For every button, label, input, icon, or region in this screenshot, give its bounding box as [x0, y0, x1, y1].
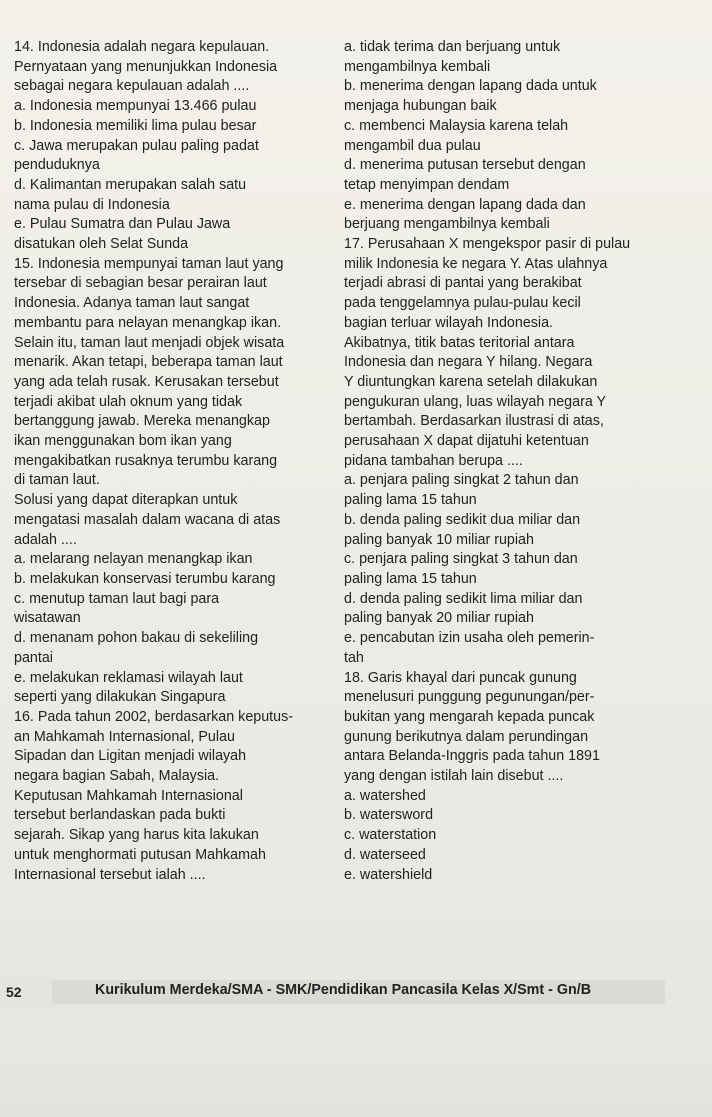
option-text: wisatawan [14, 610, 81, 627]
question-line-text: Selain itu, taman laut menjadi objek wisata [14, 334, 285, 351]
question-number: 18. [344, 669, 364, 686]
question-17-text [344, 235, 702, 471]
option-text: menutup taman laut bagi para [29, 590, 220, 607]
answer-option[interactable] [344, 550, 702, 589]
question-line [344, 688, 702, 708]
answer-option[interactable] [14, 590, 334, 629]
question-line [344, 353, 702, 373]
question-line-text: mengatasi masalah dalam wacana di atas [14, 511, 281, 528]
option-text: penduduknya [14, 157, 100, 174]
option-text: penjara paling singkat 2 tahun dan [359, 472, 579, 489]
page-shadow [0, 1057, 712, 1117]
answer-option[interactable] [344, 866, 702, 886]
question-line-text: tersebar di sebagian besar perairan laut [14, 275, 267, 292]
question-line [344, 432, 702, 452]
option-line [14, 609, 334, 629]
option-text: pantai [14, 649, 53, 666]
option-letter: d. [14, 176, 26, 193]
option-text: waterstation [359, 827, 437, 844]
footer-title: Kurikulum Merdeka/SMA - SMK/Pendidikan Pancasila Kelas X/Smt - Gn/B [95, 982, 592, 998]
option-text: membenci Malaysia karena telah [359, 117, 569, 134]
question-line-text: Indonesia adalah negara kepulauan. [37, 39, 270, 55]
option-line [14, 196, 334, 216]
question-line-text: tersebut berlandaskan pada bukti [14, 807, 226, 824]
option-text: penjara paling singkat 3 tahun dan [359, 551, 578, 568]
question-line [14, 747, 334, 767]
question-line [344, 235, 702, 255]
option-text: tetap menyimpan dendam [344, 176, 510, 193]
question-line-text: Solusi yang dapat diterapkan untuk [14, 492, 238, 509]
option-letter: e. [344, 196, 356, 213]
question-line-text: Indonesia dan negara Y hilang. Negara [344, 354, 593, 371]
option-line [344, 97, 702, 117]
question-line [344, 255, 702, 275]
option-text: disatukan oleh Selat Sunda [14, 236, 189, 253]
question-line [14, 432, 334, 452]
option-text: paling banyak 10 miliar rupiah [344, 531, 534, 548]
question-line [14, 353, 334, 373]
question-line-text: Indonesia mempunyai taman laut yang [37, 255, 284, 272]
question-15-text [14, 255, 334, 551]
option-line [344, 826, 702, 846]
question-line [14, 511, 334, 531]
page-footer [0, 968, 712, 1018]
question-line-text: menarik. Akan tetapi, beberapa taman laut [14, 354, 283, 371]
option-letter: e. [344, 866, 356, 883]
option-line [14, 235, 334, 255]
option-text: nama pulau di Indonesia [14, 196, 170, 213]
answer-option[interactable] [344, 117, 702, 156]
question-line [344, 274, 702, 294]
question-line-text: antara Belanda-Inggris pada tahun 1891 [344, 748, 600, 765]
question-15 [14, 255, 334, 708]
question-16-options [344, 38, 702, 235]
answer-option[interactable] [344, 846, 702, 866]
option-line [344, 806, 702, 826]
question-17 [344, 235, 702, 668]
option-line [14, 117, 334, 137]
question-line [14, 708, 334, 728]
question-line [14, 452, 334, 472]
option-text: paling lama 15 tahun [344, 570, 477, 587]
option-line [344, 531, 702, 551]
question-line-text: Akibatnya, titik batas teritorial antara [344, 334, 575, 351]
option-letter: b. [14, 117, 26, 134]
answer-option[interactable] [344, 806, 702, 826]
option-text: Indonesia memiliki lima pulau besar [29, 117, 257, 134]
option-line [14, 550, 334, 570]
option-line [344, 156, 702, 176]
question-line [344, 412, 702, 432]
question-line-text: perusahaan X dapat dijatuhi ketentuan [344, 433, 589, 450]
option-line [344, 471, 702, 491]
right-column [344, 38, 702, 885]
option-letter: d. [14, 630, 26, 647]
question-line [14, 314, 334, 334]
option-text: mengambilnya kembali [344, 58, 491, 75]
question-line [14, 866, 334, 886]
question-18 [344, 669, 702, 886]
question-line-text: mengakibatkan rusaknya terumbu karang [14, 452, 278, 469]
option-text: denda paling sedikit lima miliar dan [359, 590, 583, 607]
question-line-text: Garis khayal dari puncak gunung [367, 669, 577, 686]
option-line [344, 570, 702, 590]
question-line-text: milik Indonesia ke negara Y. Atas ulahnya [344, 255, 608, 272]
option-text: watershield [359, 866, 433, 883]
question-line [14, 58, 334, 78]
option-letter: d. [344, 157, 356, 174]
question-line [14, 373, 334, 393]
question-line [14, 531, 334, 551]
option-letter: e. [14, 216, 26, 233]
question-line [14, 767, 334, 787]
question-line-text: Perusahaan X mengekspor pasir di pulau [367, 236, 631, 253]
option-line [14, 590, 334, 610]
option-line [344, 649, 702, 669]
option-text: denda paling sedikit dua miliar dan [359, 511, 581, 528]
option-line [344, 550, 702, 570]
question-line [344, 314, 702, 334]
answer-option[interactable] [14, 570, 334, 590]
question-line-text: pidana tambahan berupa .... [344, 452, 523, 469]
question-line [14, 294, 334, 314]
option-line [344, 215, 702, 235]
question-number: 17. [344, 236, 364, 253]
question-line [344, 728, 702, 748]
option-letter: b. [344, 511, 356, 528]
answer-option[interactable] [344, 590, 702, 629]
question-line-text: Sipadan dan Ligitan menjadi wilayah [14, 748, 247, 765]
option-text: tah [344, 649, 364, 666]
option-text: Indonesia mempunyai 13.466 pulau [29, 98, 257, 115]
answer-options [344, 38, 702, 235]
option-text: mengambil dua pulau [344, 137, 481, 154]
option-letter: b. [344, 807, 356, 824]
option-text: menjaga hubungan baik [344, 98, 497, 115]
option-text: waterseed [359, 846, 426, 863]
answer-option[interactable] [14, 176, 334, 215]
option-letter: a. [344, 472, 356, 489]
option-letter: d. [344, 590, 356, 607]
option-letter: c. [14, 137, 26, 154]
option-line [344, 511, 702, 531]
option-text: melakukan reklamasi wilayah laut [29, 669, 243, 686]
answer-option[interactable] [344, 196, 702, 235]
question-line-text: bagian terluar wilayah Indonesia. [344, 314, 554, 331]
question-line [14, 38, 334, 58]
answer-option[interactable] [14, 117, 334, 137]
answer-options [344, 787, 702, 886]
answer-options [344, 471, 702, 668]
question-line-text: ikan menggunakan bom ikan yang [14, 433, 232, 450]
question-line [344, 373, 702, 393]
option-line [14, 137, 334, 157]
option-letter: a. [14, 98, 26, 115]
answer-options [14, 550, 334, 708]
option-letter: a. [344, 787, 356, 804]
question-line [344, 334, 702, 354]
question-line-text: Internasional tersebut ialah .... [14, 866, 206, 883]
question-line [14, 806, 334, 826]
question-line [14, 334, 334, 354]
answer-option[interactable] [344, 629, 702, 668]
question-line-text: bukitan yang mengarah kepada puncak [344, 708, 595, 725]
option-line [14, 176, 334, 196]
option-line [344, 787, 702, 807]
option-line [344, 137, 702, 157]
option-line [14, 97, 334, 117]
option-text: melakukan konservasi terumbu karang [29, 570, 276, 587]
option-text: watershed [359, 787, 426, 804]
option-text: menerima putusan tersebut dengan [359, 157, 586, 174]
option-line [344, 196, 702, 216]
option-letter: e. [344, 630, 356, 647]
question-line-text: sejarah. Sikap yang harus kita lakukan [14, 827, 259, 844]
option-line [344, 491, 702, 511]
question-line-text: Pada tahun 2002, berdasarkan keputus- [37, 708, 294, 725]
answer-options [14, 97, 334, 255]
question-line [14, 412, 334, 432]
option-letter: a. [344, 39, 356, 55]
question-line [14, 728, 334, 748]
question-14-text [14, 38, 334, 97]
question-line [14, 274, 334, 294]
answer-option[interactable] [344, 787, 702, 807]
option-text: menerima dengan lapang dada untuk [359, 78, 597, 95]
question-line-text: terjadi akibat ulah oknum yang tidak [14, 393, 243, 410]
answer-option[interactable] [344, 156, 702, 195]
question-line-text: untuk menghormati putusan Mahkamah [14, 846, 266, 863]
option-text: pencabutan izin usaha oleh pemerin- [359, 630, 595, 647]
option-text: watersword [359, 807, 434, 824]
question-line [344, 294, 702, 314]
question-number: 14. [14, 39, 34, 55]
question-line-text: bertambah. Berdasarkan ilustrasi di atas, [344, 413, 604, 430]
question-line [344, 708, 702, 728]
option-line [14, 649, 334, 669]
option-line [344, 58, 702, 78]
answer-option[interactable] [344, 511, 702, 550]
option-text: seperti yang dilakukan Singapura [14, 689, 226, 706]
question-line-text: adalah .... [14, 531, 77, 548]
option-line [344, 38, 702, 58]
option-letter: c. [344, 551, 356, 568]
option-letter: c. [14, 590, 26, 607]
question-line [14, 77, 334, 97]
option-text: berjuang mengambilnya kembali [344, 216, 550, 233]
answer-option[interactable] [14, 97, 334, 117]
option-line [344, 176, 702, 196]
question-line-text: Keputusan Mahkamah Internasional [14, 787, 243, 804]
option-text: tidak terima dan berjuang untuk [359, 39, 561, 55]
option-line [344, 846, 702, 866]
option-letter: b. [14, 570, 26, 587]
option-letter: e. [14, 669, 26, 686]
option-text: paling lama 15 tahun [344, 492, 477, 509]
option-line [344, 117, 702, 137]
answer-option[interactable] [14, 215, 334, 254]
option-line [14, 570, 334, 590]
question-line-text: an Mahkamah Internasional, Pulau [14, 728, 235, 745]
option-line [14, 688, 334, 708]
option-text: Pulau Sumatra dan Pulau Jawa [29, 216, 231, 233]
option-line [344, 609, 702, 629]
option-letter: d. [344, 846, 356, 863]
question-line-text: yang ada telah rusak. Kerusakan tersebut [14, 373, 279, 390]
question-line [344, 669, 702, 689]
question-line-text: yang dengan istilah lain disebut .... [344, 768, 564, 785]
question-line-text: pada tenggelamnya pulau-pulau kecil [344, 295, 581, 312]
left-column [14, 38, 334, 885]
option-line [344, 77, 702, 97]
question-line-text: di taman laut. [14, 472, 100, 489]
option-letter: a. [14, 551, 26, 568]
page-number: 52 [0, 976, 52, 1008]
question-line-text: pengukuran ulang, luas wilayah negara Y [344, 393, 607, 410]
option-text: Jawa merupakan pulau paling padat [29, 137, 259, 154]
question-line [14, 787, 334, 807]
question-line [14, 826, 334, 846]
question-line-text: sebagai negara kepulauan adalah .... [14, 78, 250, 95]
question-16 [14, 708, 334, 885]
option-line [14, 156, 334, 176]
option-line [344, 590, 702, 610]
question-line-text: membantu para nelayan menangkap ikan. [14, 314, 282, 331]
question-line [344, 393, 702, 413]
question-line [14, 255, 334, 275]
question-line-text: Y diuntungkan karena setelah dilakukan [344, 373, 598, 390]
question-16-text [14, 708, 334, 885]
question-line-text: negara bagian Sabah, Malaysia. [14, 768, 220, 785]
question-line [14, 491, 334, 511]
option-text: paling banyak 20 miliar rupiah [344, 610, 534, 627]
question-line [344, 767, 702, 787]
answer-option[interactable] [344, 38, 702, 77]
answer-option[interactable] [14, 137, 334, 176]
question-line [14, 846, 334, 866]
option-line [344, 866, 702, 886]
option-line [14, 215, 334, 235]
question-14 [14, 38, 334, 255]
answer-option[interactable] [344, 471, 702, 510]
answer-option[interactable] [344, 77, 702, 116]
option-letter: b. [344, 78, 356, 95]
question-line [14, 471, 334, 491]
question-line-text: terjadi abrasi di pantai yang berakibat [344, 275, 582, 292]
option-letter: c. [344, 117, 356, 134]
question-line-text: menelusuri punggung pegunungan/per- [344, 689, 595, 706]
answer-option[interactable] [344, 826, 702, 846]
option-line [14, 629, 334, 649]
option-text: menanam pohon bakau di sekeliling [29, 630, 259, 647]
question-line [344, 452, 702, 472]
option-line [344, 629, 702, 649]
option-line [14, 669, 334, 689]
question-line-text: Indonesia. Adanya taman laut sangat [14, 295, 250, 312]
question-number: 15. [14, 255, 34, 272]
question-18-text [344, 669, 702, 787]
question-line [14, 393, 334, 413]
answer-option[interactable] [14, 629, 334, 668]
option-text: menerima dengan lapang dada dan [359, 196, 586, 213]
question-line-text: bertanggung jawab. Mereka menangkap [14, 413, 270, 430]
question-line [344, 747, 702, 767]
answer-option[interactable] [14, 669, 334, 708]
option-text: Kalimantan merupakan salah satu [29, 176, 247, 193]
question-number: 16. [14, 708, 34, 725]
option-letter: c. [344, 827, 356, 844]
answer-option[interactable] [14, 550, 334, 570]
option-text: melarang nelayan menangkap ikan [29, 551, 253, 568]
question-line-text: gunung berikutnya dalam perundingan [344, 728, 589, 745]
question-line-text: Pernyataan yang menunjukkan Indonesia [14, 58, 278, 75]
